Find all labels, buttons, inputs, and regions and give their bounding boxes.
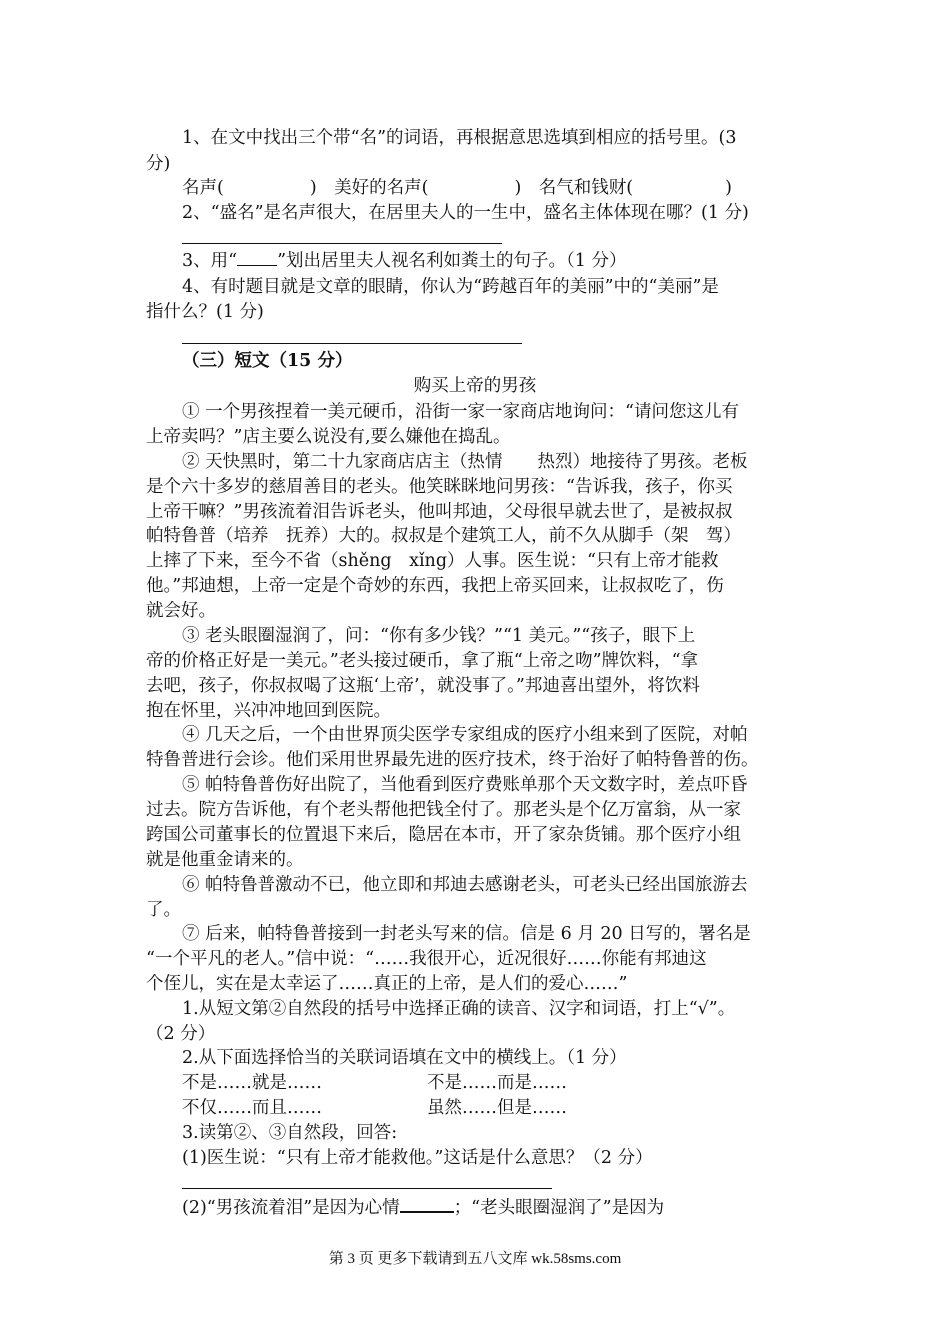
answer-line [182,343,522,344]
blank-label-d: ) [725,178,732,198]
section-heading: （三）短文（15 分） [182,351,353,371]
reading-question-3: 3.读第②、③自然段，回答: [182,1123,398,1143]
reading-question-1-line-1: 1.从短文第②自然段的括号中选择正确的读音、汉字和词语，打上“√”。 [182,999,736,1019]
passage-line: 上帝干嘛？”男孩流着泪告诉老头，他叫邦迪，父母很早就去世了，是被叔叔 [146,502,733,522]
conjunction-option: 不是……而是…… [427,1073,567,1093]
passage-line: ② 天快黑时，第二十九家商店店主（热情 热烈）地接待了男孩。老板 [182,452,748,472]
question-4-line-1: 4、有时题目就是文章的眼睛，你认为“跨越百年的美丽”中的“美丽”是 [182,277,719,297]
passage-line: 帝的价格正好是一美元。”老头接过硬币，拿了瓶“上帝之吻”牌饮料，“拿 [146,651,699,671]
reading-question-3-2: (2)“男孩流着泪”是因为心情 ；“老头眼圈湿润了”是因为 [182,1195,664,1220]
passage-line: “一个平凡的老人。”信中说：“……我很开心，近况很好……你能有邦迪这 [146,949,707,969]
passage-line: 特鲁普进行会诊。他们采用世界最先进的医疗技术，终于治好了帕特鲁普的伤。 [146,750,759,770]
question-1-line-2: 分) [146,154,171,174]
passage-line: 去吧，孩子，你叔叔喝了这瓶‘上帝’，就没事了。”邦迪喜出望外，将饮料 [146,676,700,696]
passage-line: ⑥ 帕特鲁普激动不已，他立即和邦迪去感谢老头，可老头已经出国旅游去 [182,875,748,895]
passage-line: 是个六十多岁的慈眉善目的老头。他笑眯眯地问男孩：“告诉我，孩子，你买 [146,477,733,497]
passage-line: 跨国公司董事长的位置退下来后，隐居在本市，开了家杂货铺。那个医疗小组 [146,825,741,845]
passage-line: 上帝卖吗？”店主要么说没有,要么嫌他在捣乱。 [146,427,511,447]
question-1-blanks [182,176,732,200]
passage-line: 上摔了下来，至今不省（shěng xǐng）人事。医生说：“只有上帝才能救 [146,551,719,571]
passage-line: 个侄儿，实在是太幸运了……真正的上帝，是人们的爱心……” [146,974,628,994]
reading-question-1-line-2: （2 分） [146,1024,216,1044]
underline-blank [237,249,277,266]
blank-label-c: ) 名气和钱财( [514,178,634,198]
passage-line: 就会好。 [146,601,216,621]
passage-line: ④ 几天之后，一个由世界顶尖医学专家组成的医疗小组来到了医院，对帕 [182,725,748,745]
passage-line: ⑤ 帕特鲁普伤好出院了，当他看到医疗费账单那个天文数字时，差点吓昏 [182,775,748,795]
passage-line: ③ 老头眼圈湿润了，问：“你有多少钱？”“1 美元。”“孩子，眼下上 [182,626,696,646]
page-footer: 第 3 页 更多下载请到五八文库 wk.58sms.com [328,1251,622,1267]
answer-line [182,1188,552,1189]
passage-line: ⑦ 后来，帕特鲁普接到一封老头写来的信。信是 6 月 20 日写的，署名是 [182,924,751,944]
conjunction-option: 不仅……而且…… [182,1098,322,1118]
answer-line [182,243,502,244]
passage-line: 帕特鲁普（培养 抚养）大的。叔叔是个建筑工人，前不久从脚手（架 驾） [146,526,741,546]
question-1-line-1: 1、在文中找出三个带“名”的词语，再根据意思选填到相应的括号里。(3 [182,128,737,148]
passage-line: 了。 [146,900,181,920]
passage-line: 过去。院方告诉他，有个老头帮他把钱全付了。那老头是个亿万富翁，从一家 [146,800,741,820]
passage-line: 他。”邦迪想，上帝一定是个奇妙的东西，我把上帝买回来，让叔叔吃了，伤 [146,576,724,596]
passage-line: ① 一个男孩捏着一美元硬币，沿街一家一家商店地询问：“请问您这儿有 [182,402,740,422]
question-3: 3、用“ ”划出居里夫人视名利如粪土的句子。（1 分） [182,251,627,271]
reading-question-2: 2.从下面选择恰当的关联词语填在文中的横线上。（1 分） [182,1048,627,1068]
question-4-line-2: 指什么？(1 分) [146,302,264,322]
question-2: 2、“盛名”是名声很大，在居里夫人的一生中，盛名主体体现在哪？(1 分) [182,203,749,223]
reading-question-3-1: (1)医生说：“只有上帝才能救他。”这话是什么意思？（2 分） [182,1148,653,1168]
blank-label-a: 名声( [182,178,224,198]
passage-line: 就是他重金请来的。 [146,850,304,870]
passage-title: 购买上帝的男孩 [413,376,537,396]
passage-line: 抱在怀里，兴冲冲地回到医院。 [146,701,391,721]
conjunction-option: 虽然……但是…… [427,1098,567,1118]
blank-label-b: ) 美好的名声( [309,178,429,198]
underline-blank [400,1195,454,1213]
conjunction-option: 不是……就是…… [182,1073,322,1093]
